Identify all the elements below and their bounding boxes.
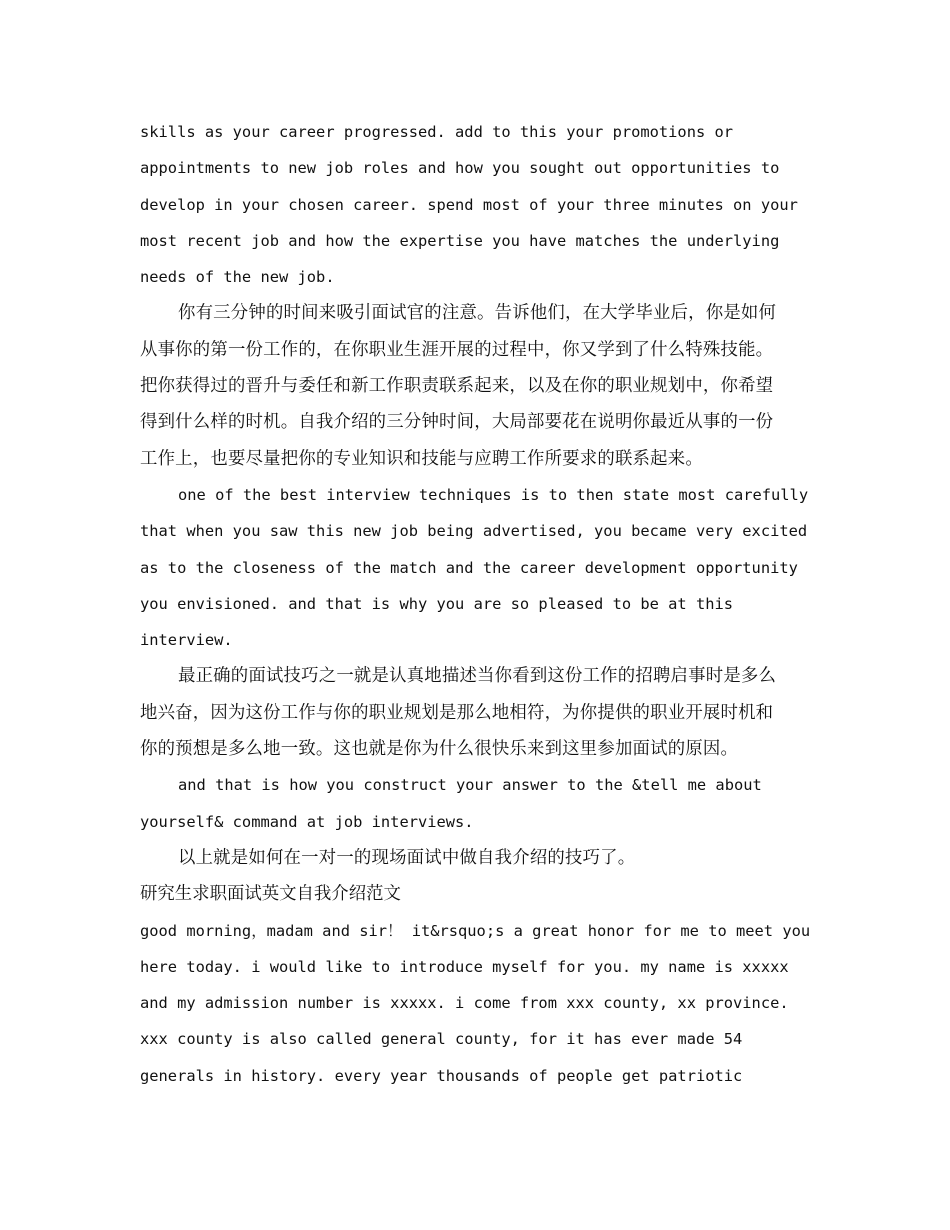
text-line: 你的预想是多么地一致。这也就是你为什么很快乐来到这里参加面试的原因。: [140, 739, 739, 760]
text-line: you envisioned. and that is why you are so pleased to be at this: [140, 594, 734, 613]
text-line: develop in your chosen career. spend most of your three minutes on your: [140, 195, 798, 214]
paragraph-en-4: [140, 913, 830, 1094]
text-line: 工作上，也要尽量把你的专业知识和技能与应聘工作所要求的联系起来。: [140, 448, 703, 469]
paragraph-en-2: [140, 477, 830, 658]
text-line: and that is how you construct your answer to the &tell me about: [178, 776, 762, 795]
text-line: skills as your career progressed. add to this your promotions or: [140, 123, 734, 141]
text-line: here today. i would like to introduce myself for you. my name is xxxxx: [140, 957, 789, 976]
text-line: 地兴奋，因为这份工作与你的职业规划是那么地相符，为你提供的职业开展时机和: [140, 702, 774, 723]
text-line: that when you saw this new job being advertised, you became very excited: [140, 522, 808, 541]
text-line: xxx county is also called general county, for it has ever made 54: [140, 1030, 743, 1049]
text-line: good morning，madam and sir！ it&rsquo;s a great honor for me to meet you: [140, 921, 811, 940]
paragraph-zh-1: [140, 295, 830, 476]
text-line: generals in history. every year thousands of people get patriotic: [140, 1066, 743, 1085]
text-line: as to the closeness of the match and the career development opportunity: [140, 558, 798, 577]
text-line: and my admission number is xxxxx. i come from xxx county, xx province.: [140, 994, 789, 1013]
section-heading: 研究生求职面试英文自我介绍范文: [140, 884, 401, 905]
document-body: [140, 114, 830, 1094]
paragraph-en-3: [140, 767, 830, 840]
text-line: most recent job and how the expertise you have matches the underlying: [140, 231, 780, 250]
text-line: 你有三分钟的时间来吸引面试官的注意。告诉他们，在大学毕业后，你是如何: [178, 303, 777, 324]
text-line: appointments to new job roles and how you sought out opportunities to: [140, 159, 780, 178]
paragraph-zh-2: [140, 658, 830, 767]
text-line: interview.: [140, 631, 233, 650]
paragraph-en-1: [140, 114, 830, 295]
text-line: 把你获得过的晋升与委任和新工作职责联系起来，以及在你的职业规划中，你希望: [140, 376, 774, 397]
paragraph-zh-3: [140, 840, 830, 876]
text-line: 最正确的面试技巧之一就是认真地描述当你看到这份工作的招聘启事时是多么: [178, 666, 777, 687]
text-line: 以上就是如何在一对一的现场面试中做自我介绍的技巧了。: [178, 847, 636, 868]
text-line: needs of the new job.: [140, 268, 335, 287]
text-line: one of the best interview techniques is to then state most carefully: [178, 485, 809, 504]
text-line: 从事你的第一份工作的，在你职业生涯开展的过程中，你又学到了什么特殊技能。: [140, 339, 774, 360]
text-line: 得到什么样的时机。自我介绍的三分钟时间，大局部要花在说明你最近从事的一份: [140, 412, 774, 433]
text-line: yourself& command at job interviews.: [140, 812, 474, 831]
